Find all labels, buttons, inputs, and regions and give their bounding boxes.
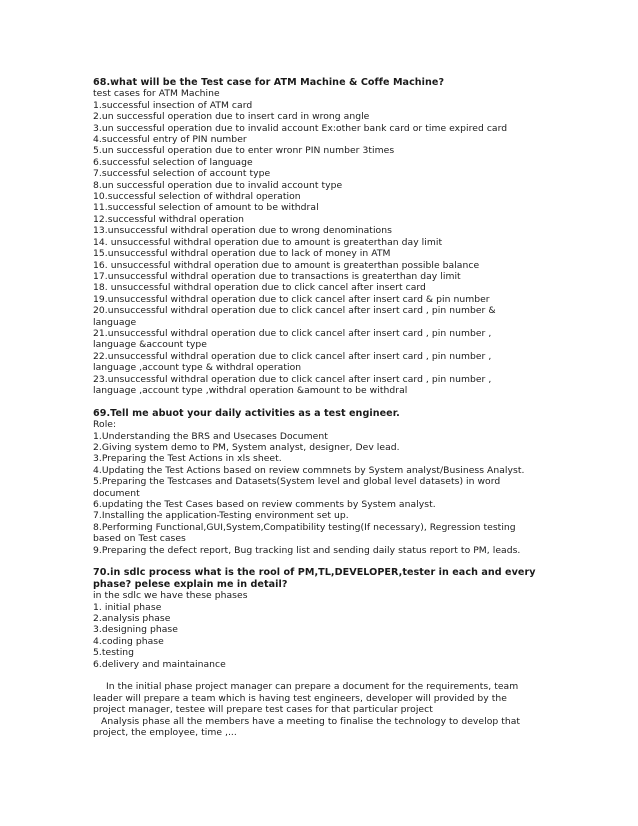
answer-line: 6.delivery and maintainance — [93, 658, 226, 670]
question-69-answer — [93, 419, 543, 556]
answer-line: 7.Installing the application-Testing environment set up. — [93, 510, 349, 522]
answer-line: 4.Updating the Test Actions based on review commnets by System analyst/Business Analyst. — [93, 464, 525, 476]
answer-line: 4.successful entry of PIN number — [93, 134, 247, 146]
question-70-heading-line1: 70.in sdlc process what is the rool of PM,TL,DEVELOPER,tester in each and every — [93, 567, 536, 579]
answer-line: 20.unsuccessful withdral operation due to click cancel after insert card , pin number & — [93, 305, 496, 317]
answer-line: 7.successful selection of account type — [93, 168, 271, 180]
answer-line: 4.coding phase — [93, 635, 164, 647]
answer-line: 5.un successful operation due to enter wronr PIN number 3times — [93, 145, 395, 157]
answer-line: 6.successful selection of language — [93, 156, 253, 168]
section-spacer — [93, 396, 543, 407]
answer-line: 10.successful selection of withdral operation — [93, 191, 301, 203]
question-69-heading: 69.Tell me abuot your daily activities as a test engineer. — [93, 407, 400, 419]
answer-line: 16. unsuccessful withdral operation due to amount is greaterthan possible balance — [93, 259, 480, 271]
answer-line: 3.designing phase — [93, 624, 178, 636]
answer-line: 2.un successful operation due to insert card in wrong angle — [93, 111, 370, 123]
paragraph-line: Analysis phase all the members have a meeting to finalise the technology to develop that — [101, 715, 521, 727]
answer-line: 14. unsuccessful withdral operation due to amount is greaterthan day limit — [93, 236, 443, 248]
section-spacer — [93, 670, 543, 681]
answer-line: based on Test cases — [93, 533, 186, 545]
answer-line: 15.unsuccessful withdral operation due to lack of money in ATM — [93, 248, 391, 260]
answer-line: 3.Preparing the Test Actions in xls sheet. — [93, 453, 282, 465]
answer-line: 5.testing — [93, 647, 135, 659]
answer-line: 6.updating the Test Cases based on review comments by System analyst. — [93, 499, 436, 511]
answer-line: 1.successful insection of ATM card — [93, 99, 253, 111]
question-70-paragraph — [93, 681, 543, 738]
document-page — [93, 77, 543, 739]
answer-line: 23.unsuccessful withdral operation due to click cancel after insert card , pin number , — [93, 373, 492, 385]
answer-line: 22.unsuccessful withdral operation due to click cancel after insert card , pin number , — [93, 350, 492, 362]
answer-line: 18. unsuccessful withdral operation due to click cancel after insert card — [93, 282, 426, 294]
answer-line: in the sdlc we have these phases — [93, 590, 248, 602]
answer-line: language — [93, 316, 137, 328]
answer-line: 1.Understanding the BRS and Usecases Document — [93, 430, 328, 442]
answer-line: Role: — [93, 419, 117, 431]
answer-line: 1. initial phase — [93, 601, 162, 613]
paragraph-line: project manager, testee will prepare test cases for that particular project — [93, 704, 433, 716]
paragraph-line: project, the employee, time ,... — [93, 727, 237, 739]
answer-line: 8.Performing Functional,GUI,System,Compatibility testing(If necessary), Regression testing — [93, 521, 516, 533]
answer-line: 2.Giving system demo to PM, System analyst, designer, Dev lead. — [93, 441, 400, 453]
answer-line: 17.unsuccessful withdral operation due to transactions is greaterthan day limit — [93, 270, 461, 282]
section-spacer — [93, 556, 543, 567]
answer-line: 13.unsuccessful withdral operation due to wrong denominations — [93, 225, 392, 237]
answer-line: language ,account type ,withdral operation &amount to be withdral — [93, 384, 408, 396]
answer-line: 19.unsuccessful withdral operation due to click cancel after insert card & pin number — [93, 293, 490, 305]
answer-line: 8.un successful operation due to invalid account type — [93, 179, 343, 191]
question-70-answer — [93, 590, 543, 670]
answer-line: 2.analysis phase — [93, 613, 171, 625]
question-68-heading: 68.what will be the Test case for ATM Machine & Coffe Machine? — [93, 77, 445, 88]
answer-line: 3.un successful operation due to invalid account Ex:other bank card or time expired card — [93, 122, 508, 134]
paragraph-line: In the initial phase project manager can prepare a document for the requirements, team — [106, 681, 519, 693]
answer-line: test cases for ATM Machine — [93, 88, 220, 100]
answer-line: language &account type — [93, 339, 208, 351]
answer-line: document — [93, 487, 140, 499]
question-68-answer — [93, 88, 543, 396]
answer-line: 9.Preparing the defect report, Bug tracking list and sending daily status report to PM, leads. — [93, 544, 521, 556]
answer-line: 5.Preparing the Testcases and Datasets(System level and global level datasets) in word — [93, 476, 501, 488]
question-70-heading-line2: phase? pelese explain me in detail? — [93, 578, 288, 590]
answer-line: 11.successful selection of amount to be withdral — [93, 202, 319, 214]
answer-line: 21.unsuccessful withdral operation due to click cancel after insert card , pin number , — [93, 327, 492, 339]
answer-line: 12.successful withdral operation — [93, 213, 244, 225]
answer-line: language ,account type & withdral operation — [93, 362, 302, 374]
paragraph-line: leader will prepare a team which is having test engineers, developer will provided by the — [93, 692, 507, 704]
